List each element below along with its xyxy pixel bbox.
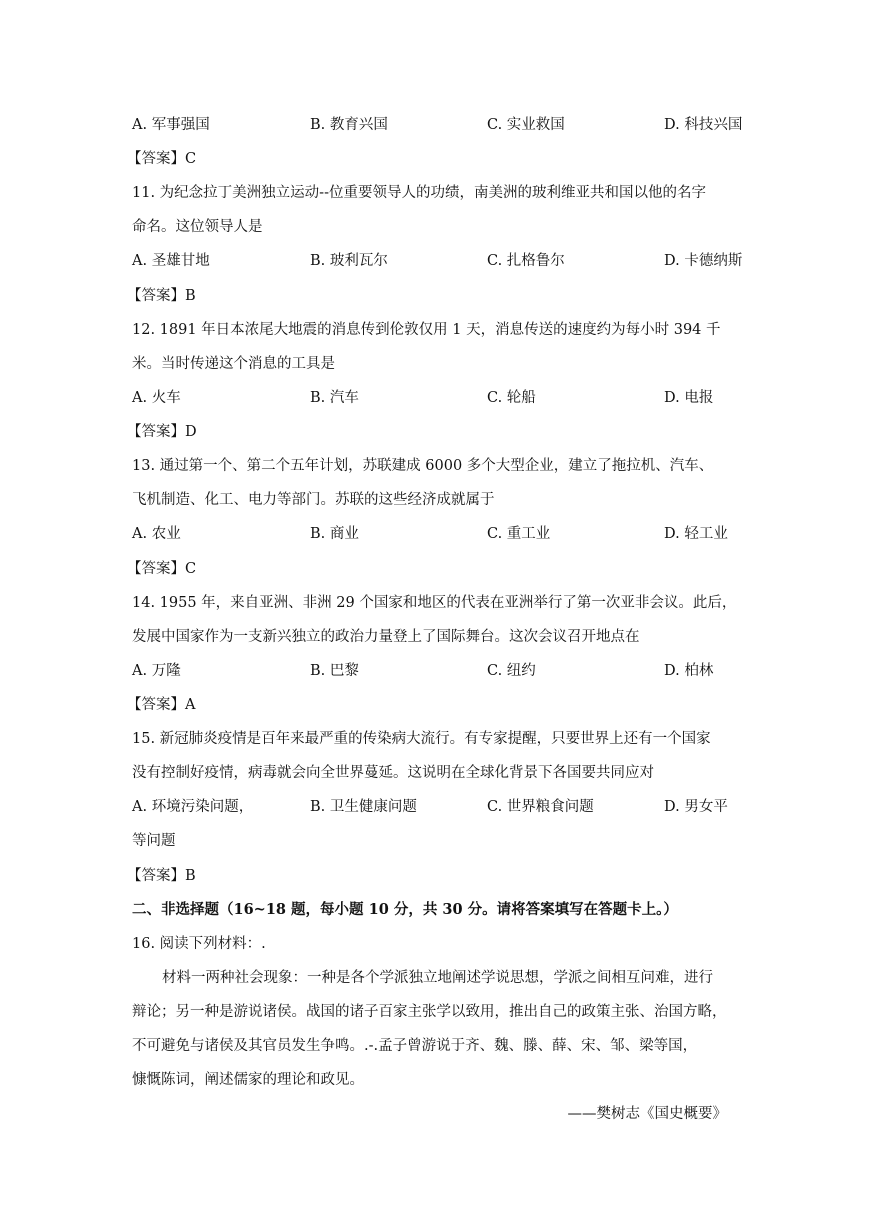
q12-option-d: D. 电报 [664, 390, 714, 406]
q12-stem-line-1: 12. 1891 年日本浓尾大地震的消息传到伦敦仅用 1 天，消息传送的速度约为每小时 394 千 [132, 322, 721, 338]
q16-material-line-2: 辩论；另一种是游说诸侯。战国的诸子百家主张学以致用，推出自己的政策主张、治国方略， [132, 1004, 727, 1020]
q11-stem-line-1: 11. 为纪念拉丁美洲独立运动--位重要领导人的功绩，南美洲的玻利维亚共和国以他的名字 [132, 185, 706, 201]
q15-stem-line-1: 15. 新冠肺炎疫情是百年来最严重的传染病大流行。有专家提醒，只要世界上还有一个国家 [132, 731, 711, 747]
q11-option-b: B. 玻利瓦尔 [310, 253, 388, 269]
q16-intro: 16. 阅读下列材料：. [132, 936, 266, 952]
q11-answer: 【答案】B [127, 288, 196, 304]
q13-option-b: B. 商业 [310, 526, 359, 542]
q13-option-c: C. 重工业 [487, 526, 551, 542]
q12-answer: 【答案】D [127, 424, 197, 440]
q16-source-citation: ——樊树志《国史概要》 [567, 1106, 727, 1122]
q10-option-a: A. 军事强国 [132, 117, 210, 133]
q15-option-d: D. 男女平 [664, 799, 728, 815]
q14-stem-line-2: 发展中国家作为一支新兴独立的政治力量登上了国际舞台。这次会议召开地点在 [132, 629, 640, 645]
q14-stem-line-1: 14. 1955 年，来自亚洲、非洲 29 个国家和地区的代表在亚洲举行了第一次亚非会议。此后， [132, 595, 737, 611]
q16-material-line-3: 不可避免与诸侯及其官员发生争鸣。.-.孟子曾游说于齐、魏、滕、薛、宋、邹、梁等国， [132, 1038, 698, 1054]
q13-option-d: D. 轻工业 [664, 526, 728, 542]
q12-option-c: C. 轮船 [487, 390, 536, 406]
q14-answer: 【答案】A [127, 697, 196, 713]
q11-stem-line-2: 命名。这位领导人是 [132, 219, 263, 235]
q13-stem-line-1: 13. 通过第一个、第二个五年计划，苏联建成 6000 多个大型企业，建立了拖拉机、汽车、 [132, 458, 714, 474]
q10-answer: 【答案】C [127, 151, 197, 167]
q11-option-d: D. 卡德纳斯 [664, 253, 743, 269]
q10-option-c: C. 实业救国 [487, 117, 565, 133]
q16-material-line-4: 慷慨陈词，阐述儒家的理论和政见。 [132, 1072, 364, 1088]
q14-option-b: B. 巴黎 [310, 663, 359, 679]
q11-option-c: C. 扎格鲁尔 [487, 253, 565, 269]
q15-option-d-continuation: 等问题 [132, 833, 176, 849]
q15-option-b: B. 卫生健康问题 [310, 799, 417, 815]
section-2-heading: 二、非选择题（16~18 题，每小题 10 分，共 30 分。请将答案填写在答题卡上。） [132, 901, 678, 918]
q15-answer: 【答案】B [127, 868, 196, 884]
q15-option-c: C. 世界粮食问题 [487, 799, 594, 815]
q10-option-d: D. 科技兴国 [664, 117, 743, 133]
q12-stem-line-2: 米。当时传递这个消息的工具是 [132, 356, 335, 372]
q14-option-a: A. 万隆 [132, 663, 181, 679]
q12-option-a: A. 火车 [132, 390, 181, 406]
q15-option-a: A. 环境污染问题， [132, 799, 254, 815]
q14-option-d: D. 柏林 [664, 663, 714, 679]
q10-option-b: B. 教育兴国 [310, 117, 388, 133]
q16-material-line-1: 材料一两种社会现象：一种是各个学派独立地阐述学说思想，学派之间相互问难，进行 [162, 970, 713, 986]
q11-option-a: A. 圣雄甘地 [132, 253, 210, 269]
q13-option-a: A. 农业 [132, 526, 181, 542]
q14-option-c: C. 纽约 [487, 663, 536, 679]
q15-stem-line-2: 没有控制好疫情，病毒就会向全世界蔓延。这说明在全球化背景下各国要共同应对 [132, 765, 654, 781]
q12-option-b: B. 汽车 [310, 390, 359, 406]
q13-stem-line-2: 飞机制造、化工、电力等部门。苏联的这些经济成就属于 [132, 492, 495, 508]
q13-answer: 【答案】C [127, 561, 197, 577]
